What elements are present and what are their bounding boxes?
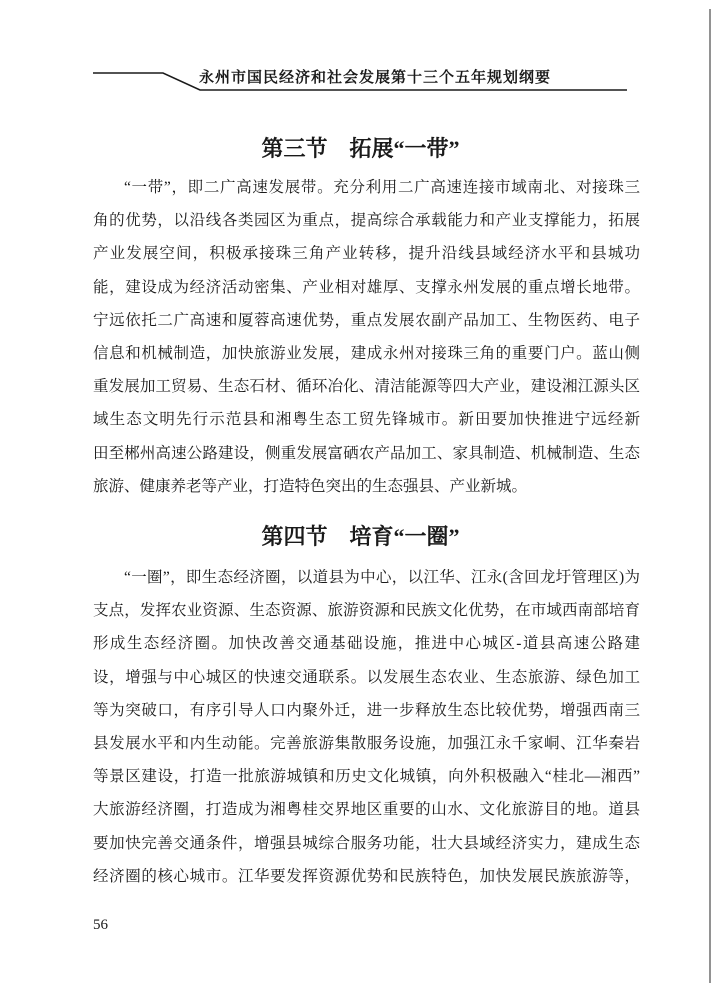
text-line: 等景区建设，打造一批旅游城镇和历史文化城镇，向外积极融入“桂北—湘西”	[93, 768, 640, 786]
header-title: 永州市国民经济和社会发展第十三个五年规划纲要	[199, 70, 552, 86]
heading-number: 第三节	[261, 136, 328, 161]
text-line: 域生态文明先行示范县和湘粤生态工贸先锋城市。新田要加快推进宁远经新	[93, 411, 640, 429]
text-line: 能，建设成为经济活动密集、产业相对雄厚、支撑永州发展的重点增长地带。	[93, 278, 640, 296]
heading-title: 拓展“一带”	[349, 136, 460, 161]
text-line: 设，增强与中心城区的快速交通联系。以发展生态农业、生态旅游、绿色加工	[93, 668, 640, 686]
text-line: 经济圈的核心城市。江华要发挥资源优势和民族特色，加快发展民族旅游等，	[93, 867, 640, 885]
text-line: 等为突破口，有序引导人口内聚外迁，进一步释放生态比较优势，增强西南三	[93, 701, 640, 719]
heading-title: 培育“一圈”	[349, 524, 460, 549]
section-heading-4	[0, 524, 721, 550]
text-line: 田至郴州高速公路建设，侧重发展富硒农产品加工、家具制造、机械制造、生态	[93, 444, 640, 462]
text-line: 旅游、健康养老等产业，打造特色突出的生态强县、产业新城。	[93, 477, 528, 495]
heading-number: 第四节	[261, 524, 328, 549]
text-line: 信息和机械制造，加快旅游业发展，建成永州对接珠三角的重要门户。蓝山侧	[93, 344, 640, 362]
section-3-paragraph	[93, 171, 640, 503]
text-line: 产业发展空间，积极承接珠三角产业转移，提升沿线县域经济水平和县城功	[93, 245, 640, 263]
text-line: 大旅游经济圈，打造成为湘粤桂交界地区重要的山水、文化旅游目的地。道县	[93, 801, 640, 819]
text-line: 形成生态经济圈。加快改善交通基础设施，推进中心城区-道县高速公路建	[93, 635, 640, 653]
text-line: 支点，发挥农业资源、生态资源、旅游资源和民族文化优势，在市域西南部培育	[93, 602, 640, 620]
section-4-paragraph	[93, 561, 640, 893]
text-line: “一带”，即二广高速发展带。充分利用二广高速连接市域南北、对接珠三	[124, 179, 640, 196]
header-rule	[0, 0, 721, 110]
text-line: 宁远依托二广高速和厦蓉高速优势，重点发展农副产品加工、生物医药、电子	[93, 311, 640, 329]
text-line: “一圈”，即生态经济圈，以道县为中心，以江华、江永(含回龙圩管理区)为	[124, 569, 640, 586]
text-line: 角的优势，以沿线各类园区为重点，提高综合承载能力和产业支撑能力，拓展	[93, 212, 640, 230]
text-line: 县发展水平和内生动能。完善旅游集散服务设施，加强江永千家峒、江华秦岩	[93, 734, 640, 752]
section-heading-3	[0, 136, 721, 162]
text-line: 重发展加工贸易、生态石材、循环冶化、清洁能源等四大产业，建设湘江源头区	[93, 378, 640, 396]
page-number: 56	[93, 917, 108, 933]
text-line: 要加快完善交通条件，增强县城综合服务功能，壮大县域经济实力，建成生态	[93, 834, 640, 852]
